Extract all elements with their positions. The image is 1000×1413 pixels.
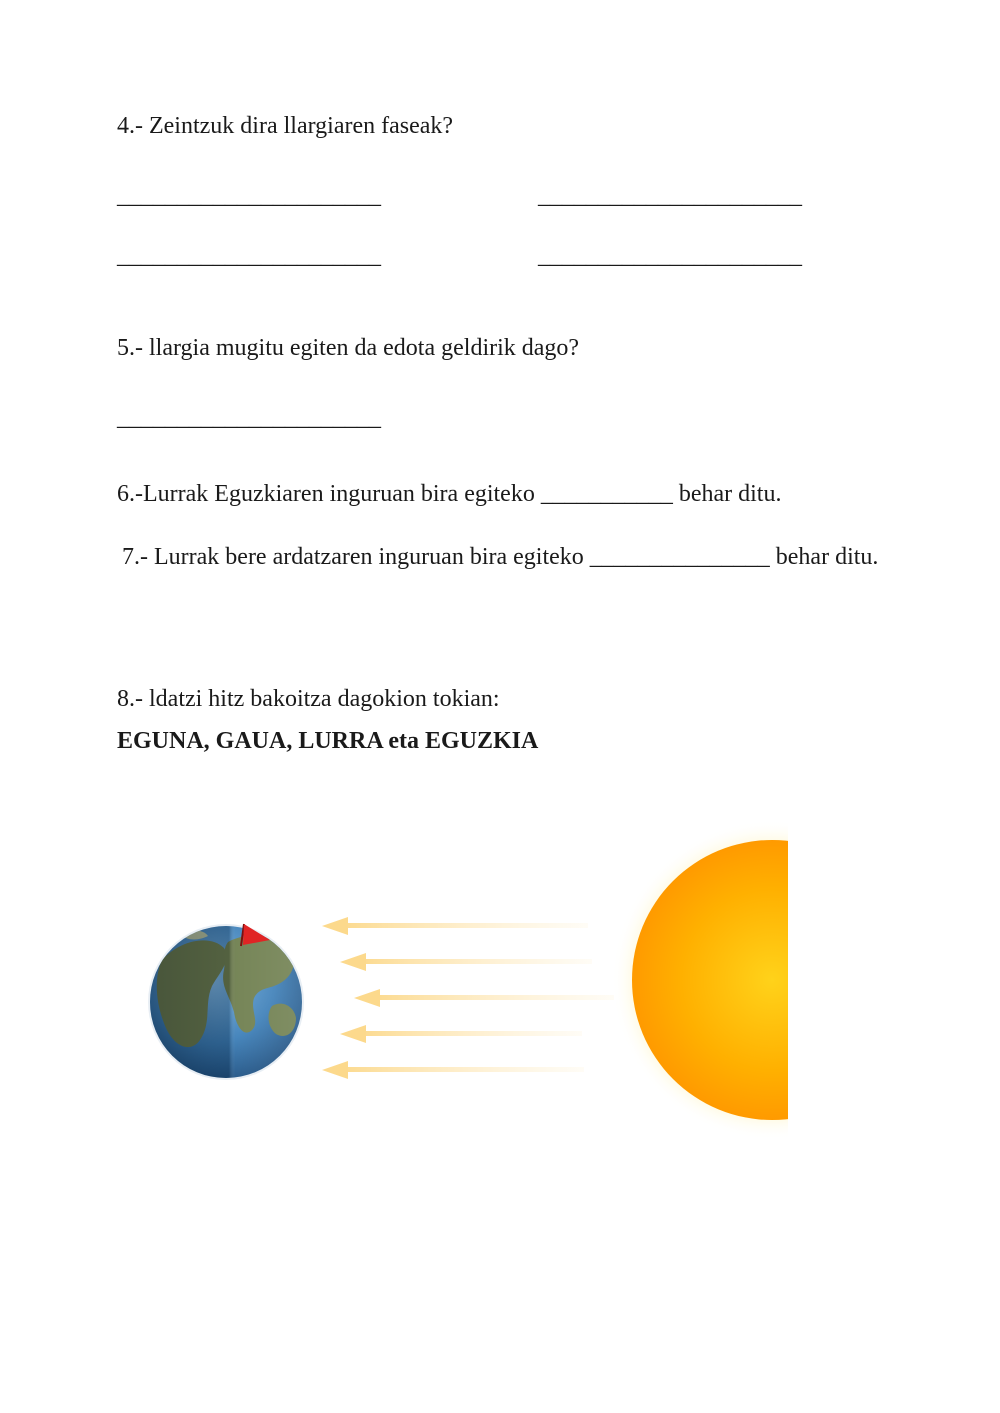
earth-sun-illustration xyxy=(100,800,820,1160)
ray-arrow-1 xyxy=(322,917,588,935)
question-6: 6.-Lurrak Eguzkiaren inguruan bira egiteko ___________ behar ditu. xyxy=(117,481,782,507)
question-8-words: EGUNA, GAUA, LURRA eta EGUZKIA xyxy=(117,728,539,754)
question-8-instruction: 8.- ldatzi hitz bakoitza dagokion tokian: xyxy=(117,686,500,712)
question-7: 7.- Lurrak bere ardatzaren inguruan bira egiteko _______________ behar ditu. xyxy=(122,544,879,570)
answer-blank-4b[interactable]: ______________________ xyxy=(538,183,802,209)
ray-arrow-2 xyxy=(340,953,592,971)
ray-arrow-5 xyxy=(322,1061,584,1079)
answer-blank-4d[interactable]: ______________________ xyxy=(538,243,802,269)
answer-blank-4a[interactable]: ______________________ xyxy=(117,183,381,209)
sun-icon xyxy=(612,820,820,1140)
light-rays xyxy=(322,917,614,1079)
earth-icon xyxy=(148,924,304,1080)
ray-arrow-3 xyxy=(354,989,614,1007)
answer-blank-4c[interactable]: ______________________ xyxy=(117,243,381,269)
question-5: 5.- llargia mugitu egiten da edota geldirik dago? xyxy=(117,335,580,361)
answer-blank-5[interactable]: ______________________ xyxy=(117,405,381,431)
question-4: 4.- Zeintzuk dira llargiaren faseak? xyxy=(117,113,454,139)
ray-arrow-4 xyxy=(340,1025,582,1043)
